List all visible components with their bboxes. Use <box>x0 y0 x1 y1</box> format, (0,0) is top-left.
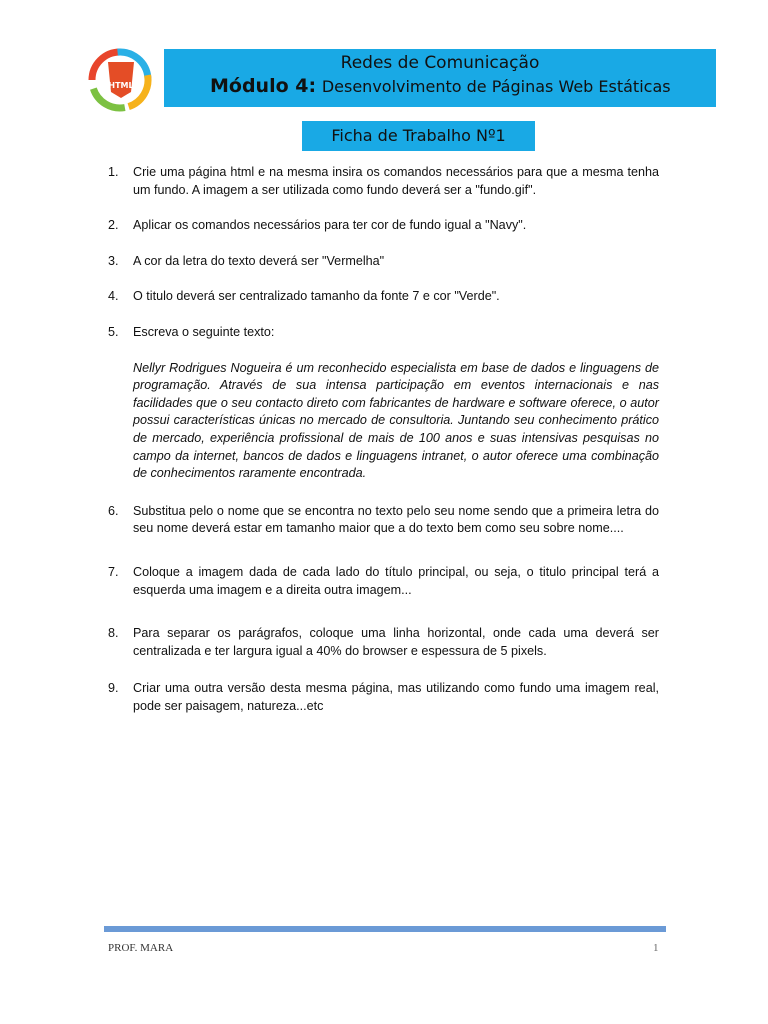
item-number: 9. <box>108 681 119 696</box>
item-text: Criar uma outra versão desta mesma página, mas utilizando como fundo uma imagem real, pode ser paisagem, natureza...etc <box>133 681 659 713</box>
item-number: 1. <box>108 165 119 179</box>
module-label: Módulo 4: <box>210 75 317 97</box>
item-text: Substitua pelo o nome que se encontra no texto pelo seu nome sendo que a primeira letra do seu nome deverá estar em tamanho maior que a do texto bem como seu sobre nome.... <box>133 503 659 536</box>
footer-author: PROF. MARA <box>108 942 174 954</box>
list-item <box>108 253 659 271</box>
item-number: 6. <box>108 503 119 518</box>
item-number: 4. <box>108 289 119 304</box>
header-subtitle <box>210 75 671 97</box>
item-number: 5. <box>108 324 119 339</box>
item-number: 3. <box>108 253 119 268</box>
item-number: 8. <box>108 626 119 641</box>
worksheet-title: Ficha de Trabalho Nº1 <box>302 121 535 151</box>
header-banner <box>164 49 716 107</box>
list-item <box>108 288 659 306</box>
module-name: Desenvolvimento de Páginas Web Estáticas <box>321 77 671 96</box>
list-item <box>108 680 659 715</box>
task-list <box>108 164 659 715</box>
header-title: Redes de Comunicação <box>340 53 540 73</box>
item-text: O titulo deverá ser centralizado tamanho da fonte 7 e cor "Verde". <box>133 289 500 304</box>
list-item <box>108 625 659 660</box>
list-item <box>108 503 659 538</box>
item-text: Coloque a imagem dada de cada lado do título principal, ou seja, o titulo principal terá a esquerda uma imagem e a direita outra imagem... <box>133 564 659 597</box>
list-item <box>108 217 659 235</box>
footer-divider <box>104 926 666 932</box>
html-logo-icon <box>88 48 152 112</box>
logo-text: HTML <box>108 81 134 90</box>
item-text: Para separar os parágrafos, coloque uma linha horizontal, onde cada uma deverá ser centralizada e ter largura igual a 40% do browser e espessura de 5 pixels. <box>133 626 659 658</box>
item-text: A cor da letra do texto deverá ser "Vermelha" <box>133 253 385 268</box>
item-text: Crie uma página html e na mesma insira os comandos necessários para que a mesma tenha um fundo. A imagem a ser utilizada como fundo deverá ser a "fundo.gif". <box>133 165 659 197</box>
item-number: 7. <box>108 564 119 579</box>
list-item <box>108 324 659 342</box>
item-text: Escreva o seguinte texto: <box>133 324 275 339</box>
item-number: 2. <box>108 218 119 233</box>
list-item <box>108 164 659 199</box>
sample-paragraph: Nellyr Rodrigues Nogueira é um reconhecido especialista em base de dados e linguagens de programação. Através de sua intensa participação em eventos internacionais e nas facilidades que o seu contacto direto com fabricantes de hardware e software oferece, o autor possui características únicas no mercado de consultoria. Juntando seu conhecimento prático de mercado, experiência profissional de mais de 100 anos e suas intensivas pesquisas no campo da internet, bancos de dados e linguagens intranet, o autor oferece uma combinação de conhecimentos raramente encontrada. <box>133 360 659 481</box>
list-item <box>108 564 659 599</box>
item-text: Aplicar os comandos necessários para ter cor de fundo igual a "Navy". <box>133 218 527 233</box>
page-number: 1 <box>653 942 659 954</box>
